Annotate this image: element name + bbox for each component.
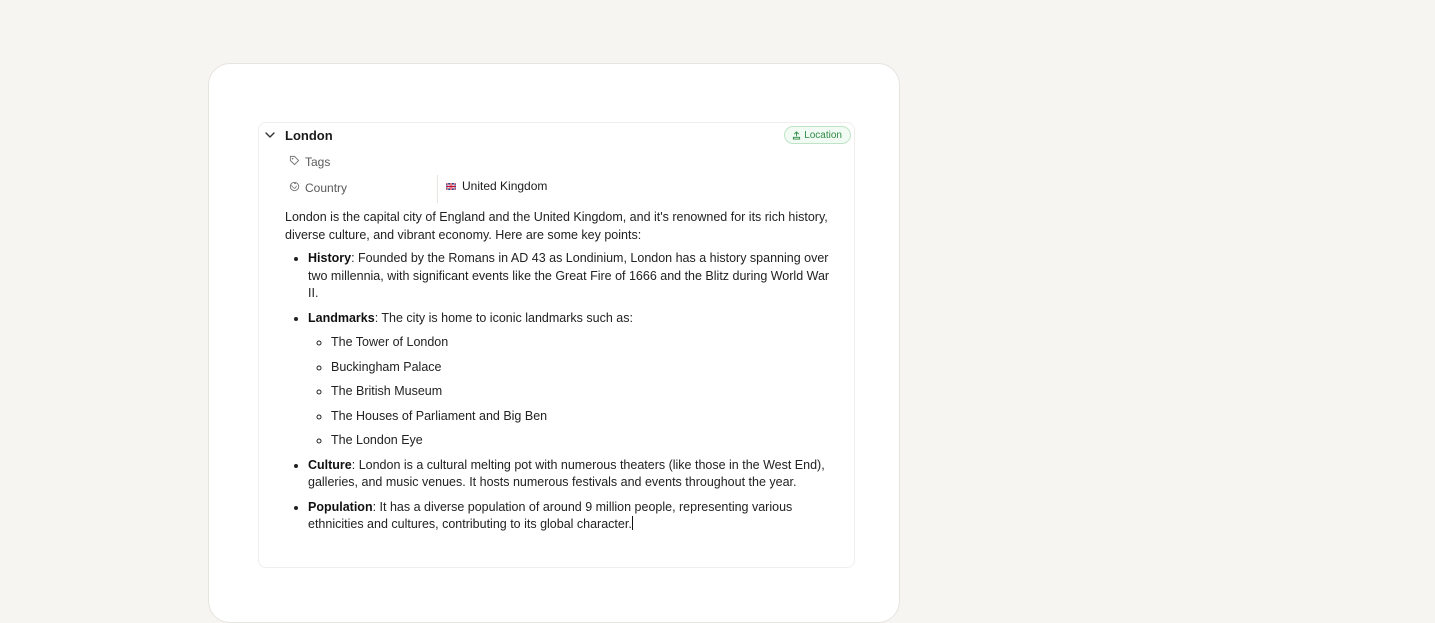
list-item — [308, 499, 830, 534]
chevron-down-icon[interactable] — [264, 129, 276, 141]
key-points-list — [285, 250, 830, 534]
globe-icon — [289, 181, 300, 195]
country-property-label[interactable] — [289, 181, 347, 195]
landmark-item: ◦ Buckingham Palace — [331, 359, 830, 377]
tag-icon — [289, 155, 300, 169]
entity-description[interactable] — [285, 209, 830, 541]
list-item — [308, 310, 830, 450]
tags-property-row[interactable] — [285, 153, 854, 173]
point-label: Population — [308, 499, 373, 514]
entity-header — [259, 123, 854, 149]
point-label: History — [308, 251, 352, 265]
property-divider — [437, 175, 438, 203]
uk-flag-icon — [446, 183, 456, 190]
location-icon — [792, 131, 801, 140]
point-text: : Founded by the Romans in AD 43 as Londinium, London has a history spanning over two millennia, with significant events like the Great Fire of 1666 and the Blitz during World War II. — [308, 251, 830, 300]
point-label: Landmarks — [308, 310, 375, 325]
landmark-item: ◦ The British Museum — [331, 383, 830, 401]
entity-block — [258, 122, 855, 568]
tags-label-text: Tags — [305, 155, 331, 169]
landmark-item: ◦ The Houses of Parliament and Big Ben — [331, 408, 830, 426]
entity-title[interactable]: London — [285, 128, 333, 143]
landmark-item: ◦ The London Eye — [331, 432, 830, 450]
landmark-item: ◦ The Tower of London — [331, 334, 830, 352]
point-text: : London is a cultural melting pot with numerous theaters (like those in the West End), galleries, and music venues. It hosts numerous festivals and events throughout the year. — [308, 457, 825, 489]
point-label: Culture — [308, 457, 352, 472]
location-type-badge[interactable] — [784, 126, 851, 144]
country-property-row — [285, 175, 854, 201]
text-cursor — [632, 516, 633, 530]
point-text: : It has a diverse population of around 9 million people, representing various ethnicities and cultures, contributing to its global character. — [308, 499, 793, 531]
intro-paragraph: London is the capital city of England and the United Kingdom, and it's renowned for its rich history, diverse culture, and vibrant economy. Here are some key points: — [285, 210, 828, 242]
document-card — [208, 63, 900, 623]
type-badge-label: Location — [804, 129, 842, 141]
point-text: : The city is home to iconic landmarks such as: — [374, 310, 633, 325]
country-value-text: United Kingdom — [462, 179, 548, 193]
country-value[interactable] — [446, 179, 547, 193]
country-label-text: Country — [305, 181, 348, 195]
list-item — [308, 457, 830, 492]
landmarks-list — [308, 334, 830, 450]
list-item — [308, 250, 830, 303]
tags-property-label — [289, 155, 330, 169]
